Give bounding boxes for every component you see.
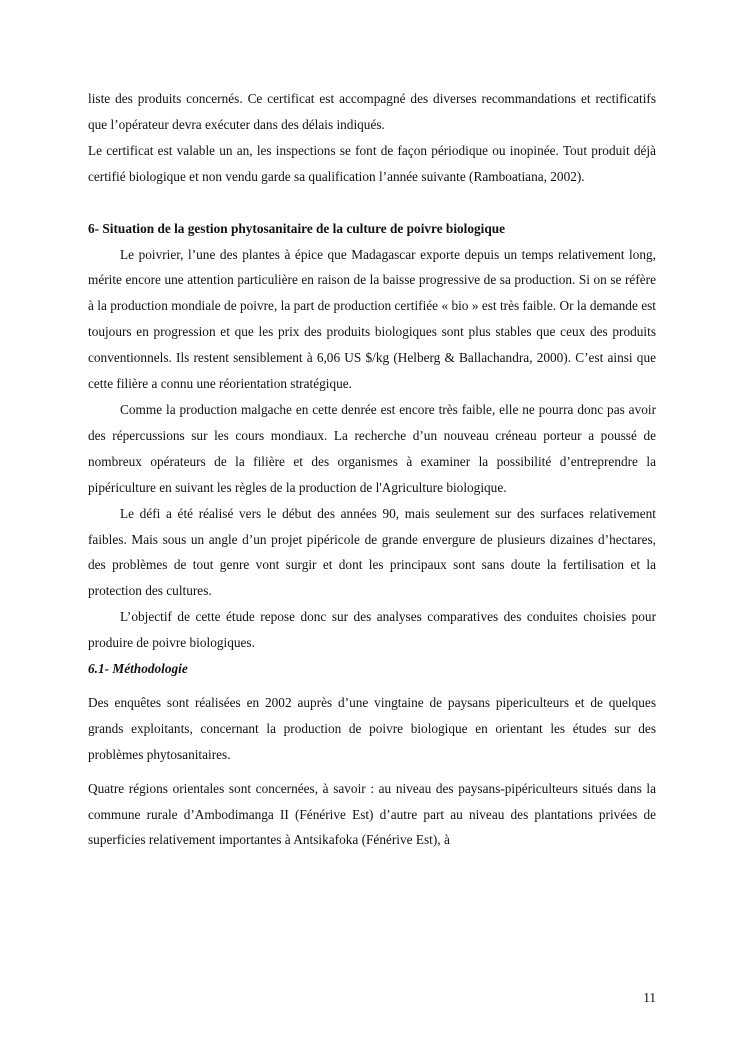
paragraph-defi: Le défi a été réalisé vers le début des années 90, mais seulement sur des surfaces relativement faibles. Mais sous un angle d’un projet pipéricole de grande envergure de plusieurs dizaines d’hectares, des problèmes de tout genre vont surgir et dont les principaux sont sans doute la fertilisation et la protection des cultures. [88, 505, 656, 599]
paragraph-certificate-validity: Le certificat est valable un an, les inspections se font de façon périodique ou inopinée. Tout produit déjà certifié biologique et non vendu garde sa qualification l’année suivante (Ramboatiana, 2002). [88, 142, 656, 184]
paragraph-certificate-list: liste des produits concernés. Ce certificat est accompagné des diverses recommandations et rectificatifs que l’opérateur devra exécuter dans des délais indiqués. [88, 91, 656, 132]
paragraph-enquetes: Des enquêtes sont réalisées en 2002 auprès d’une vingtaine de paysans pipericulteurs et de quelques grands exploitants, concernant la production de poivre biologique en orientant les études sur des problèmes phytosanitaires. [88, 694, 656, 762]
page-number: 11 [643, 990, 656, 1005]
paragraph-regions: Quatre régions orientales sont concernées, à savoir : au niveau des paysans-pipériculteurs situés dans la commune rurale d’Ambodimanga II (Fénérive Est) d’autre part au niveau des plantations privées de superficies relativement importantes à Antsikafoka (Fénérive Est), à [88, 780, 656, 848]
section-heading-6: 6- Situation de la gestion phytosanitaire de la culture de poivre biologique [88, 220, 506, 236]
document-body [88, 86, 656, 853]
paragraph-objectif: L’objectif de cette étude repose donc sur des analyses comparatives des conduites choisies pour produire de poivre biologiques. [88, 609, 656, 651]
paragraph-production-malgache: Comme la production malgache en cette denrée est encore très faible, elle ne pourra donc pas avoir des répercussions sur les cours mondiaux. La recherche d’un nouveau créneau porteur a poussé de nombreux opérateurs de la filière et des organismes à examiner la possibilité d’entreprendre la pipériculture en suivant les règles de la production de l'Agriculture biologique. [88, 401, 656, 495]
section-heading-6-1: 6.1- Méthodologie [88, 661, 188, 677]
spacer [88, 190, 656, 216]
spacer [88, 768, 656, 776]
paragraph-poivrier: Le poivrier, l’une des plantes à épice que Madagascar exporte depuis un temps relativement long, mérite encore une attention particulière en raison de la baisse progressive de sa production. Si on se réfère à la production mondiale de poivre, la part de production certifiée « bio » est très faible. Or la demande est toujours en progression et que les prix des produits biologiques sont plus stables que ceux des produits conventionnels. Ils restent sensiblement à 6,06 US $/kg (Helberg & Ballachandra, 2000). C’est ainsi que cette filière a connu une réorientation stratégique. [88, 246, 656, 392]
spacer [88, 682, 656, 690]
